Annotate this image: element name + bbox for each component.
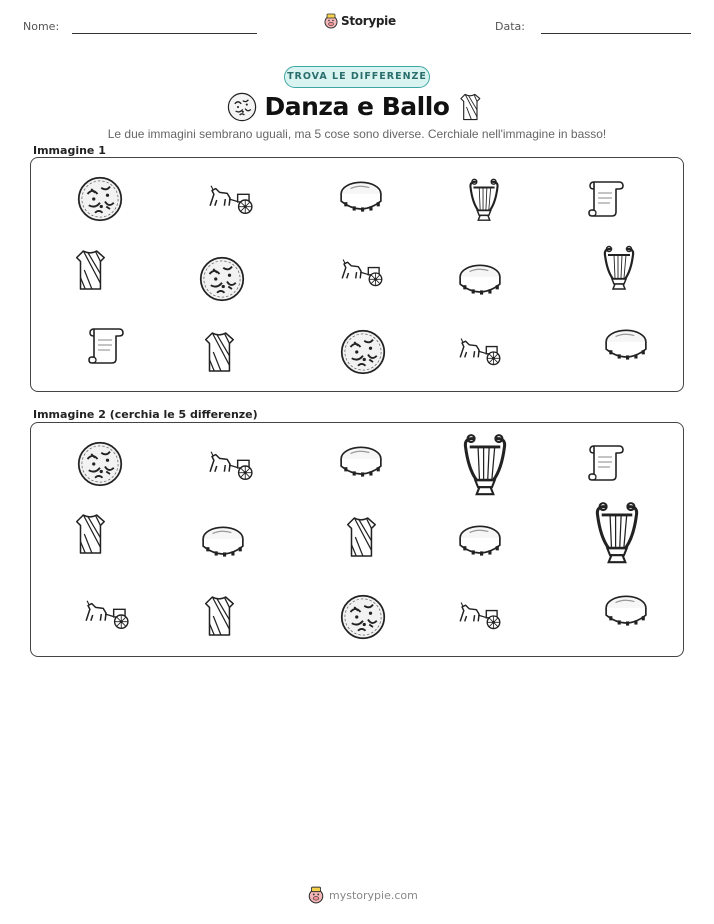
activity-badge: TROVA LE DIFFERENZE: [284, 66, 430, 88]
chariot-icon[interactable]: [207, 447, 255, 485]
fresco-icon: [197, 254, 247, 304]
scroll-icon: [586, 176, 626, 220]
date-label: Data:: [495, 20, 525, 33]
toga-icon: [71, 246, 109, 294]
instructions: Le due immagini sembrano uguali, ma 5 cose sono diverse. Cerchiale nell'immagine in basso!: [107, 127, 607, 141]
tambourine-icon: [457, 262, 503, 300]
scroll-icon: [86, 323, 126, 367]
title-text: Danza e Ballo: [264, 92, 450, 121]
storypie-logo: [324, 13, 396, 29]
tambourine-icon: [338, 178, 384, 218]
scroll-icon[interactable]: [586, 440, 626, 484]
pig-mascot-icon: [324, 13, 338, 29]
toga-icon: [200, 328, 238, 376]
tambourine-icon[interactable]: [338, 443, 384, 483]
fresco-icon[interactable]: [75, 439, 125, 489]
pig-mascot-icon: [308, 886, 324, 904]
footer-site: mystorypie.com: [329, 888, 418, 902]
toga-icon: [456, 91, 484, 123]
tambourine-icon[interactable]: [200, 523, 246, 563]
page-title: [0, 92, 714, 121]
lyre-icon[interactable]: [592, 498, 642, 568]
toga-icon[interactable]: [71, 510, 109, 558]
footer: [308, 886, 418, 904]
lyre-icon: [466, 176, 502, 224]
toga-icon[interactable]: [200, 592, 238, 640]
fresco-icon[interactable]: [338, 592, 388, 642]
fresco-icon: [338, 327, 388, 377]
chariot-icon: [207, 181, 255, 219]
date-line[interactable]: [541, 33, 691, 34]
chariot-icon: [338, 255, 386, 291]
tambourine-icon: [603, 326, 649, 366]
chariot-icon: [457, 334, 503, 370]
chariot-icon[interactable]: [457, 598, 503, 634]
image1-label: Immagine 1: [33, 144, 106, 157]
chariot-icon[interactable]: [82, 596, 132, 634]
tambourine-icon[interactable]: [457, 522, 503, 562]
name-label: Nome:: [23, 20, 60, 33]
fresco-icon: [226, 91, 258, 123]
image2-label: Immagine 2 (cerchia le 5 differenze): [33, 408, 258, 421]
brand-name: Storypie: [341, 14, 396, 28]
fresco-icon: [75, 174, 125, 224]
name-line[interactable]: [72, 33, 257, 34]
lyre-icon: [601, 243, 637, 293]
toga-icon[interactable]: [342, 513, 380, 561]
tambourine-icon[interactable]: [603, 592, 649, 632]
lyre-icon[interactable]: [460, 430, 510, 500]
